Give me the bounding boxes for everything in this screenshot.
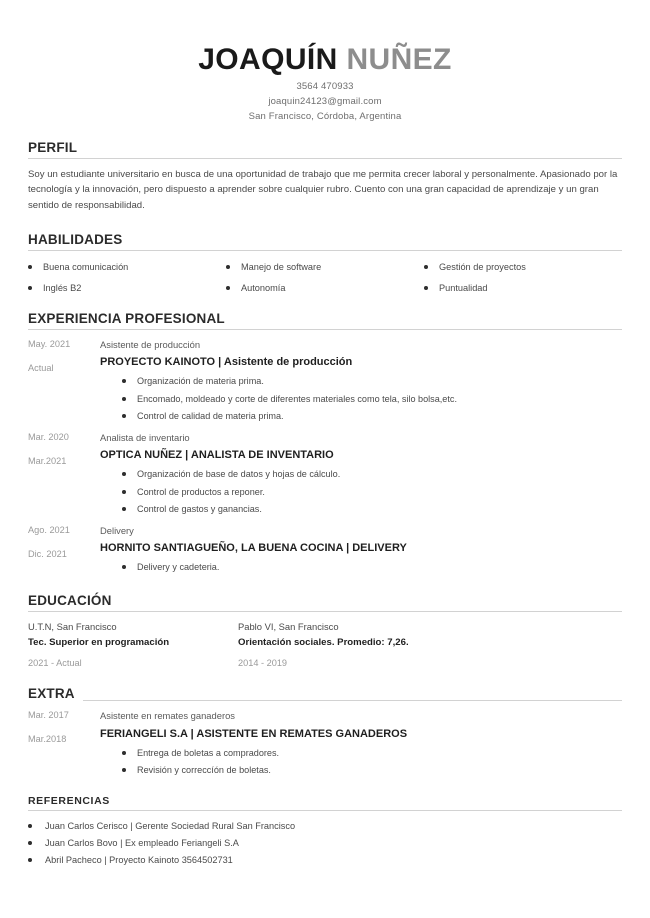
bullet-icon	[122, 397, 126, 401]
date-start: May. 2021	[28, 338, 71, 349]
extra-heading	[28, 686, 622, 701]
bullet-icon	[28, 286, 32, 290]
list-item	[28, 838, 622, 848]
divider	[28, 810, 622, 811]
candidate-name	[28, 44, 622, 76]
list-item	[100, 503, 622, 516]
habilidades-title: HABILIDADES	[28, 231, 123, 247]
edu-school: U.T.N, San Francisco	[28, 620, 117, 632]
bullet-icon	[226, 265, 230, 269]
date-start: Mar. 2017	[28, 710, 69, 721]
skill-label: Puntualidad	[439, 282, 488, 293]
edu-school: Pablo VI, San Francisco	[238, 620, 339, 632]
entry-dates	[28, 710, 100, 777]
edu-degree: Orientación sociales. Promedio: 7,26.	[238, 636, 409, 648]
skill-label: Gestión de proyectos	[439, 261, 526, 272]
list-item	[28, 855, 622, 865]
divider	[28, 250, 622, 251]
bullet-text: Encomado, moldeado y corte de diferentes materiales como tela, silo bolsa,etc.	[137, 393, 457, 404]
list-item	[226, 283, 424, 293]
entry-role: Analista de inventario	[100, 431, 190, 443]
bullet-icon	[122, 751, 126, 755]
entry-bullets	[100, 375, 622, 423]
entry-dates	[28, 432, 100, 516]
bullet-text: Delivery y cadeteria.	[137, 562, 220, 573]
bullet-icon	[122, 490, 126, 494]
entry-body	[100, 710, 622, 777]
skill-label: Inglés B2	[43, 282, 82, 293]
habilidades-heading	[28, 232, 622, 251]
bullet-icon	[122, 768, 126, 772]
divider	[28, 329, 622, 330]
entry-dates	[28, 339, 100, 423]
entry-bullets	[100, 747, 622, 777]
section-referencias	[28, 795, 622, 865]
skill-label: Autonomía	[241, 282, 286, 293]
entry-role: Delivery	[100, 524, 134, 536]
experience-entry	[28, 339, 622, 423]
first-name: JOAQUÍN	[198, 43, 338, 76]
entry-company: FERIANGELI S.A | ASISTENTE EN REMATES GANADEROS	[100, 727, 408, 740]
section-extra	[28, 686, 622, 777]
bullet-icon	[122, 565, 126, 569]
experience-entry	[28, 525, 622, 575]
list-item	[100, 410, 622, 423]
entry-body	[100, 339, 622, 423]
bullet-text: Control de calidad de materia prima.	[137, 410, 284, 421]
contact-location: San Francisco, Córdoba, Argentina	[248, 110, 402, 122]
list-item	[100, 393, 622, 406]
skills-list	[28, 262, 622, 293]
perfil-text: Soy un estudiante universitario en busca de una oportunidad de trabajo que me permita crecer laboral y personalmente. Apasionado por la tecnología y la innovación, pero dispuesto a aprender sobre cualquier rubro. Cuento con una gran capacidad de aprendizaje y un gran sentido de responsabilidad.	[28, 168, 618, 212]
list-item	[424, 262, 622, 272]
bullet-icon	[122, 507, 126, 511]
education-entry	[238, 621, 622, 669]
entry-role: Asistente en remates ganaderos	[100, 710, 235, 722]
skill-label: Manejo de software	[241, 261, 322, 272]
bullet-icon	[28, 858, 32, 862]
entry-role: Asistente de producción	[100, 338, 201, 350]
edu-degree: Tec. Superior en programación	[28, 636, 170, 648]
list-item	[100, 375, 622, 388]
date-end: Mar.2018	[28, 734, 67, 745]
list-item	[100, 486, 622, 499]
list-item	[226, 262, 424, 272]
bullet-icon	[28, 265, 32, 269]
bullet-icon	[122, 472, 126, 476]
entry-dates	[28, 525, 100, 575]
reference-text: Abril Pacheco | Proyecto Kainoto 3564502731	[45, 855, 233, 866]
bullet-icon	[226, 286, 230, 290]
resume-header	[28, 0, 622, 122]
bullet-text: Organización de materia prima.	[137, 376, 264, 387]
reference-text: Juan Carlos Cerisco | Gerente Sociedad Rural San Francisco	[45, 821, 296, 832]
experiencia-heading	[28, 311, 622, 330]
section-educacion	[28, 593, 622, 669]
education-entry	[28, 621, 238, 669]
references-list	[28, 821, 622, 865]
bullet-text: Organización de base de datos y hojas de cálculo.	[137, 469, 341, 480]
entry-company: PROYECTO KAINOTO | Asistente de producción	[100, 356, 353, 369]
date-end: Dic. 2021	[28, 549, 67, 560]
bullet-text: Control de gastos y ganancias.	[137, 503, 262, 514]
edu-years: 2021 - Actual	[28, 658, 82, 669]
education-list	[28, 621, 622, 669]
last-name: NUÑEZ	[346, 43, 452, 76]
experiencia-title: EXPERIENCIA PROFESIONAL	[28, 310, 225, 326]
date-start: Ago. 2021	[28, 524, 70, 535]
list-item	[100, 561, 622, 574]
section-habilidades	[28, 232, 622, 293]
bullet-text: Entrega de boletas a compradores.	[137, 747, 280, 758]
bullet-icon	[28, 841, 32, 845]
reference-text: Juan Carlos Bovo | Ex empleado Feriangeli S.A	[45, 838, 239, 849]
list-item	[424, 283, 622, 293]
contact-email: joaquin24123@gmail.com	[268, 95, 382, 107]
list-item	[100, 747, 622, 760]
entry-body	[100, 432, 622, 516]
educacion-title: EDUCACIÓN	[28, 592, 112, 608]
perfil-title: PERFIL	[28, 139, 78, 155]
entry-bullets	[100, 561, 622, 574]
extra-entry	[28, 710, 622, 777]
divider	[83, 700, 622, 701]
bullet-icon	[122, 414, 126, 418]
educacion-heading	[28, 593, 622, 612]
list-item	[100, 764, 622, 777]
list-item	[28, 262, 226, 272]
section-perfil	[28, 140, 622, 214]
bullet-icon	[122, 379, 126, 383]
perfil-heading	[28, 140, 622, 159]
date-end: Actual	[28, 363, 54, 374]
contact-phone: 3564 470933	[296, 80, 354, 92]
list-item	[28, 821, 622, 831]
entry-bullets	[100, 468, 622, 516]
edu-years: 2014 - 2019	[238, 658, 288, 669]
list-item	[100, 468, 622, 481]
date-start: Mar. 2020	[28, 431, 69, 442]
date-end: Mar.2021	[28, 456, 67, 467]
skill-label: Buena comunicación	[43, 261, 129, 272]
referencias-title: REFERENCIAS	[28, 795, 110, 808]
section-experiencia	[28, 311, 622, 575]
bullet-text: Control de productos a reponer.	[137, 486, 265, 497]
entry-company: OPTICA NUÑEZ | ANALISTA DE INVENTARIO	[100, 449, 334, 462]
experience-entry	[28, 432, 622, 516]
extra-title: EXTRA	[28, 686, 75, 702]
bullet-icon	[28, 824, 32, 828]
bullet-text: Revisión y correccíón de boletas.	[137, 764, 271, 775]
entry-company: HORNITO SANTIAGUEÑO, LA BUENA COCINA | DELIVERY	[100, 542, 407, 555]
divider	[28, 611, 622, 612]
bullet-icon	[424, 286, 428, 290]
list-item	[28, 283, 226, 293]
bullet-icon	[424, 265, 428, 269]
divider	[28, 158, 622, 159]
entry-body	[100, 525, 622, 575]
referencias-heading	[28, 795, 622, 811]
